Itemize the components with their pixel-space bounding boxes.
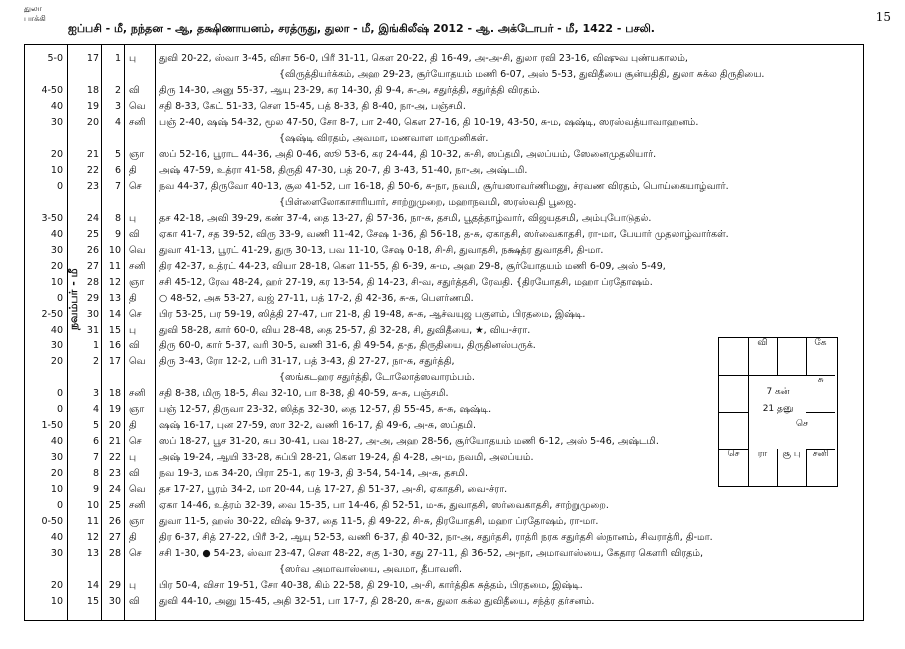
weekday: வி [129,596,140,608]
english-date: 28 [108,548,121,560]
weekday-ghati: 0 [56,388,63,400]
english-date: 14 [108,308,121,320]
english-date: 20 [108,420,121,432]
weekday-ghati: 40 [50,100,63,112]
column-divider [124,45,125,620]
panchang-details: துவா 41-13, பூரட் 41-29, துரு 30-13, பவ 11-10, சேஷ 0-18, சி-சி, துவாதசி, நக்ஷத்ர துவாதசி, தி-மா. [159,244,604,256]
weekday: செ [129,308,142,320]
weekday-ghati: 40 [50,228,63,240]
weekday: தி [129,532,137,544]
weekday-ghati: 40 [50,324,63,336]
weekday: பு [129,53,137,64]
weekday: சனி [129,260,146,272]
weekday: பு [129,212,137,224]
chart-cell: வி [748,338,778,376]
panchang-details: துவா 11-5, ஹஸ் 30-22, விஷ் 9-37, தை 11-5, தி 49-22, சி-சு, திரயோதசி, மஹா ப்ரதோஷம், ரா-மா. [159,516,599,528]
english-date: 10 [108,244,121,256]
weekday-ghati: 0 [56,500,63,512]
english-date: 23 [108,468,121,480]
weekday-ghati: 10 [50,484,63,496]
solar-date: 27 [86,260,99,272]
english-date: 9 [114,228,121,240]
page-number: 15 [875,10,891,24]
panchang-details: ஸப் 52-16, பூராட 44-36, அதி 0-46, ஸூ 53-6, கர 24-44, தி 10-32, சு-சி, ஸப்தமி, அலப்யம், ஸேனைமுதலியார். [159,148,657,160]
chart-cell: சனி [812,449,829,459]
weekday-ghati: 3-50 [41,212,63,224]
weekday: சனி [129,116,146,128]
solar-date: 28 [86,276,99,288]
english-date: 29 [108,580,121,592]
weekday: ஞா [129,516,145,528]
english-date: 19 [108,404,121,416]
weekday-ghati: 10 [50,596,63,608]
page-header: ஐப்பசி - மீ, நந்தன - ஆ, தக்ஷிணாயனம், சரத்ருது, துலா - மீ, இங்கிலீஷ் 2012 - ஆ. அக்டோபர் - மீ, 1422 - பசலி. [68,22,655,35]
english-date: 13 [108,292,121,304]
panchang-details: {பிள்ளைலோகாசாரியார், சாற்றுமுறை, மஹாநவமி, ஸரஸ்வதி பூஜை. [279,196,577,208]
panchang-details: திர 42-37, உத்ரட் 44-23, வியா 28-18, கௌ 11-55, தி 6-39, சு-ம, அஹ 29-8, சூர்யோதயம் மணி 6-09, அஸ் 5-49, [159,260,666,272]
chart-center-line3: செ [796,419,808,429]
weekday: செ [129,436,142,448]
weekday-ghati: 1-50 [41,420,63,432]
chart-center-line1: 7 கன் [766,387,790,397]
weekday-ghati: 4-50 [41,84,63,96]
chart-cell [719,412,749,450]
corner-label-1: துலா [24,4,42,13]
panchang-details: துவி 44-10, அனு 15-45, அதி 32-51, பா 17-7, தி 28-20, சு-சு, துலா சுக்ல துவிதீயை, சந்த்ர தர்சனம். [159,596,595,608]
english-date: 1 [114,53,121,64]
english-date: 27 [108,532,121,544]
weekday-ghati: 10 [50,164,63,176]
weekday: தி [129,164,137,176]
weekday: வெ [129,244,146,256]
weekday: தி [129,292,137,304]
solar-date: 23 [86,180,99,192]
weekday-ghati: 20 [50,148,63,160]
solar-date: 10 [86,500,99,512]
solar-date: 29 [86,292,99,304]
panchang-details: நவ 44-37, திருவோ 40-13, சூல 41-52, பா 16-18, தி 50-6, சு-நா, நவமி, சூர்யஸாவர்ணிமனு, ச்ரவண விரதம், பொய்கையாழ்வார். [159,180,729,192]
corner-label [24,4,64,24]
weekday-ghati: 0-50 [41,516,63,528]
chart-cell: சு [806,375,835,413]
chart-cell: சூ பு [777,449,807,486]
solar-date: 8 [92,468,99,480]
english-date: 7 [114,180,121,192]
solar-date: 26 [86,244,99,256]
solar-date: 31 [86,324,99,336]
panchang-details: தச 17-27, பூரம் 34-2, மா 20-44, பத் 17-27, தி 51-37, அ-சி, ஏகாதசி, வை-ச்ரா. [159,484,508,496]
solar-date: 4 [92,404,99,416]
solar-date: 21 [86,148,99,160]
panchang-details: சதி 8-33, கேட் 51-33, சௌ 15-45, பத் 8-33, தி 8-40, நா-அ, பஞ்சமி. [159,100,466,112]
panchang-details: பஞ் 2-40, ஷஷ் 54-32, மூல 47-50, சோ 8-7, பா 2-40, கௌ 27-16, தி 10-19, 43-50, சு-ம, ஷஷ்டி, ஸரஸ்வத்யாவாஹனம். [159,116,699,128]
chart-cell: கே [806,338,835,376]
panchang-details: நவ 19-3, மக 34-20, பிரா 25-1, கர 19-3, தி 3-54, 54-14, அ-சு, தசமி. [159,468,469,480]
weekday: வெ [129,356,146,368]
chart-center-line2: 21 தனு [762,404,794,414]
weekday: பு [129,452,137,464]
weekday-ghati: 20 [50,356,63,368]
weekday: ஞா [129,276,145,288]
corner-label-2: பாக்கி [24,14,46,23]
solar-date: 2 [92,356,99,368]
panchang-details: ஏகா 14-46, உத்ரம் 32-39, வை 15-35, பா 14-46, தி 52-51, ம-சு, துவாதசி, ஸர்வைகாதசி, சாற்றுமுறை. [159,500,609,512]
weekday-ghati: 0 [56,180,63,192]
english-date: 12 [108,276,121,288]
weekday-ghati: 30 [50,340,63,352]
solar-date: 5 [92,420,99,432]
weekday-ghati: 10 [50,276,63,288]
panchang-details: சசி 1-30, ● 54-23, ஸ்வா 23-47, சௌ 48-22, சகு 1-30, சது 27-11, தி 36-52, அ-நா, அமாவாஸ்யை, கேதார கௌரி விரதம், [159,548,704,560]
english-date: 24 [108,484,121,496]
weekday: சனி [129,500,146,512]
chart-cell [777,338,807,376]
weekday-ghati: 20 [50,260,63,272]
weekday: வி [129,340,140,352]
panchang-details: திரு 60-0, கார் 5-37, வரி 30-5, வணி 31-6, தி 49-54, த-த, திருதியை, திருதினஸ்பருக். [159,340,536,352]
almanac-table [24,44,864,621]
english-date: 2 [114,84,121,96]
solar-date: 3 [92,388,99,400]
solar-date: 14 [86,580,99,592]
weekday-ghati: 30 [50,452,63,464]
panchang-details: அஷ் 19-24, ஆயி 33-28, சுப்பி 28-21, கௌ 19-24, தி 4-28, அ-ம, நவமி, அலப்யம். [159,452,534,464]
solar-date: 24 [86,212,99,224]
month-label: நவம்பர் - மீ [67,268,80,330]
solar-date: 22 [86,164,99,176]
panchang-details: தச 42-18, அவி 39-29, கண் 37-4, தை 13-27, தி 57-36, நா-சு, தசமி, பூதத்தாழ்வார், விஜயதசமி, அம்புபோடுதல். [159,212,652,224]
solar-date: 7 [92,452,99,464]
solar-date: 15 [86,596,99,608]
weekday-ghati: 40 [50,436,63,448]
english-date: 4 [114,116,121,128]
weekday: பு [129,580,137,592]
weekday-ghati: 30 [50,116,63,128]
weekday-ghati: 20 [50,468,63,480]
panchang-details: {ஸர்வ அமாவாஸ்யை, அவமா, தீபாவளி. [279,564,463,576]
english-date: 6 [114,164,121,176]
panchang-details: திரு 14-30, அனு 55-37, ஆயு 23-29, கர 14-30, தி 9-4, சு-அ, சதுர்த்தி, சதுர்த்தி விரதம். [159,84,541,96]
solar-date: 1 [92,340,99,352]
panchang-details: துவி 58-28, கார் 60-0, விய 28-48, தை 25-57, தி 32-28, சி, துவிதீயை, ★, விய-ச்ரா. [159,324,531,336]
solar-date: 30 [86,308,99,320]
panchang-details: திரு 3-43, ரோ 12-2, பரி 31-17, பத் 3-43, தி 27-27, நா-சு, சதுர்த்தி, [159,356,455,368]
english-date: 8 [114,212,121,224]
panchang-details: பிர 53-25, பர 59-19, ஸித்தி 27-47, பா 21-8, தி 19-48, சு-சு, ஆச்வயுஜ பகுளம், பிரதமை, இஷ்டி. [159,308,586,320]
solar-date: 6 [92,436,99,448]
chart-cell: செ [719,449,749,486]
solar-date: 17 [86,53,99,64]
weekday: வெ [129,100,146,112]
english-date: 5 [114,148,121,160]
solar-date: 20 [86,116,99,128]
solar-date: 25 [86,228,99,240]
weekday: ஞா [129,404,145,416]
english-date: 11 [108,260,121,272]
weekday-ghati: 40 [50,532,63,544]
panchang-details: அஷ் 47-59, உத்ரா 41-58, திருதி 47-30, பத் 20-7, தி 3-43, 51-40, நா-அ, அஷ்டமி. [159,164,528,176]
column-divider [101,45,102,620]
solar-date: 18 [86,84,99,96]
english-date: 30 [108,596,121,608]
english-date: 15 [108,324,121,336]
panchang-details: ஷஷ் 16-17, புன 27-59, ஸா 32-2, வணி 16-17, தி 49-6, அ-சு, ஸப்தமி. [159,420,477,432]
chart-cell: ரா [748,449,778,486]
weekday-ghati: 30 [50,548,63,560]
weekday: வி [129,228,140,240]
panchang-details: பஞ் 12-57, திருவா 23-32, ஸித்த 32-30, தை 12-57, தி 55-45, சு-சு, ஷஷ்டி. [159,404,492,416]
weekday-ghati: 20 [50,580,63,592]
weekday: பு [129,324,137,336]
weekday: தி [129,420,137,432]
english-date: 16 [108,340,121,352]
column-divider [67,45,68,620]
panchang-details: திர 6-37, சித் 27-22, பிரீ 3-2, ஆயு 52-53, வணி 6-37, தி 40-32, நா-அ, சதுர்தசி, ராத்ரி நரக சதுர்தசி ஸ்நானம், சிவராத்ரி, தி-மா. [159,532,713,544]
weekday: செ [129,548,142,560]
chart-center [748,375,808,449]
english-date: 25 [108,500,121,512]
panchang-details: {ஷஷ்டி விரதம், அவமா, மணவாள மாமுனிகள். [279,132,489,144]
panchang-details: துவி 20-22, ஸ்வா 3-45, விசா 56-0, பிரீ 31-11, கௌ 20-22, தி 16-49, அ-அ-சி, துலா ரவி 23-16, விஷுவ புண்யகாலம், [159,53,688,64]
solar-date: 19 [86,100,99,112]
solar-date: 9 [92,484,99,496]
horoscope-chart [718,337,838,487]
weekday: சனி [129,388,146,400]
panchang-details: சதி 8-38, மிரு 18-5, சிவ 32-10, பா 8-38, தி 40-59, சு-சு, பஞ்சமி. [159,388,449,400]
chart-cell [719,338,749,376]
english-date: 18 [108,388,121,400]
chart-cell [719,375,749,413]
english-date: 3 [114,100,121,112]
solar-date: 13 [86,548,99,560]
panchang-details: பிர 50-4, விசா 19-51, சோ 40-38, கிம் 22-58, தி 29-10, அ-சி, கார்த்திக சுத்தம், பிரதமை, இஷ்டி. [159,580,583,592]
panchang-details: ஏகா 41-7, சத 39-52, விரு 33-9, வணி 11-42, சேஷ 1-36, தி 56-18, த-சு, ஏகாதசி, ஸர்வைகாதசி, ரா-மா, பேயார் முதலாழ்வார்கள். [159,228,729,240]
weekday-ghati: 0 [56,404,63,416]
panchang-details: சசி 45-12, ரேவ 48-24, ஹர் 27-19, கர 13-54, தி 14-23, சி-வ, சதுர்த்தசி, ரேவதி. {திரயோதசி, மஹா ப்ரதோஷம். [159,276,653,288]
weekday: வெ [129,484,146,496]
english-date: 17 [108,356,121,368]
solar-date: 12 [86,532,99,544]
weekday: வி [129,84,140,96]
weekday-ghati: 0 [56,292,63,304]
weekday: செ [129,180,142,192]
english-date: 22 [108,452,121,464]
weekday: வி [129,468,140,480]
english-date: 21 [108,436,121,448]
weekday-ghati: 30 [50,244,63,256]
panchang-details: {விருத்தியர்க்கம், அஹ 29-23, சூர்யோதயம் மணி 6-07, அஸ் 5-53, துவிதீயை சூன்யதிதி, துலா சுக்ல திருதியை. [279,68,765,80]
weekday-ghati: 5-0 [47,53,63,64]
weekday-ghati: 2-50 [41,308,63,320]
chart-cell [806,412,835,450]
panchang-details: {ஸங்கடஹர சதுர்த்தி, டோலோத்ஸவாரம்பம். [279,372,475,384]
english-date: 26 [108,516,121,528]
weekday: ஞா [129,148,145,160]
solar-date: 11 [86,516,99,528]
panchang-details: ○ 48-52, அசு 53-27, வஜ் 27-11, பத் 17-2, தி 42-36, சு-சு, பௌர்ணமி. [159,292,474,304]
panchang-details: ஸப் 18-27, பூச 31-20, சுப 30-41, பவ 18-27, அ-அ, அஹ 28-56, சூர்யோதயம் மணி 6-12, அஸ் 5-46, அஷ்டமி. [159,436,659,448]
